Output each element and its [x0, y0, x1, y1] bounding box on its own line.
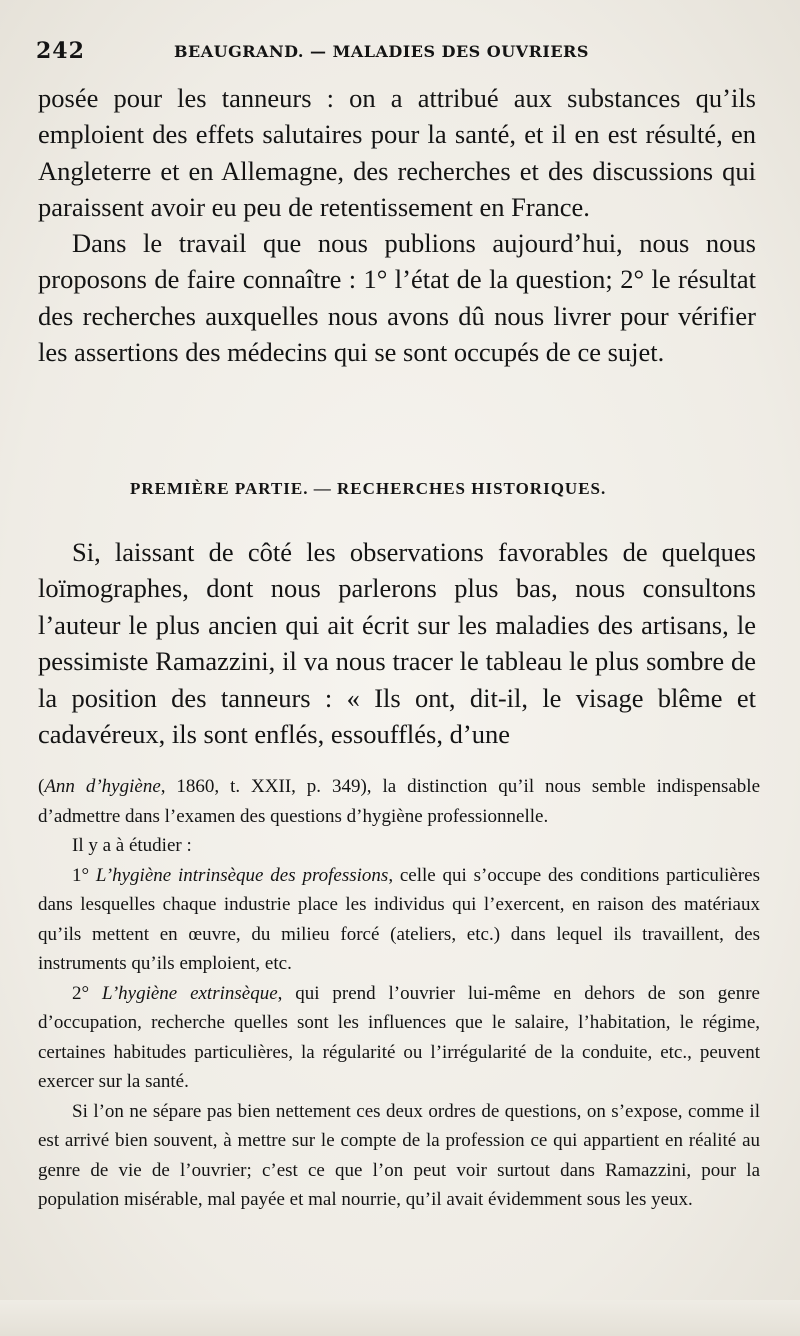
intro-paragraph-2: Dans le travail que nous publions aujourd’hui, nous nous proposons de faire connaître : 1° l’état de la question; 2° le résultat des recherches auxquelles nous avons dû nous livrer pour vérifier les assertions des médecins qui se sont occupés de ce sujet.: [38, 228, 756, 368]
footnote-closing: Si l’on ne sépare pas bien nettement ces deux ordres de questions, on s’expose, comme il est arrivé bien souvent, à mettre sur le compte de la profession ce qui appartient en réalité au genre de vie de l’ouvrier; c’est ce que l’on peut voir surtout dans Ramazzini, pour la population misérable, mal payée et mal nourrie, qu’il avait évidemment sous les yeux.: [38, 1100, 760, 1210]
section-text: [38, 534, 756, 752]
item-1-text: , celle qui s’occupe des conditions particulières dans lesquelles chaque industrie place les individus qui l’exercent, en raison des matériaux qu’ils mettent en œuvre, du milieu forcé (ateliers, etc.) dans lequel ils travaillent, des instruments qu’ils emploient, etc.: [38, 864, 760, 974]
intro-paragraph-1: posée pour les tanneurs : on a attribué aux substances qu’ils emploient des effets salutaires pour la santé, et il en est résulté, en Angleterre et en Allemagne, des recherches et des discussions qui paraissent avoir eu peu de retentissement en France.: [38, 83, 756, 222]
footnote-item-intro: Il y a à étudier :: [72, 835, 192, 856]
footnote: [38, 772, 760, 1215]
intro-text: [38, 80, 756, 370]
footnote-journal: Ann d’hygiène: [44, 776, 161, 797]
section-paragraph: Si, laissant de côté les observations favorables de quelques loïmographes, dont nous parlerons plus bas, nous consultons l’auteur le plus ancien qui ait écrit sur les maladies des artisans, le pessimiste Ramazzini, il va nous tracer le tableau le plus sombre de la position des tanneurs : « Ils ont, dit-il, le visage blême et cadavéreux, ils sont enflés, essoufflés, d’une: [38, 537, 756, 750]
item-1-term: L’hygiène intrinsèque des professions: [95, 864, 389, 886]
item-2-term: L’hygiène extrinsèque: [101, 982, 278, 1004]
footnote-item-1: [38, 861, 760, 979]
footnote-reference: (Ann d’hygiène, 1860, t. XXII, p. 349), la distinction qu’il nous semble indispensable d’admettre dans l’examen des questions d’hygiène professionnelle.: [38, 776, 761, 827]
running-title: BEAUGRAND. — MALADIES DES OUVRIERS: [174, 42, 589, 61]
item-2-number: 2°: [72, 982, 102, 1004]
item-2-text: , qui prend l’ouvrier lui-même en dehors de son genre d’occupation, recherche quelles sont les influences que le salaire, l’habitation, le régime, certaines habitudes particulières, la régularité ou l’irrégularité de la conduite, etc., peuvent exercer sur la santé.: [38, 982, 760, 1092]
page-header: [36, 38, 766, 68]
section-heading: PREMIÈRE PARTIE. — RECHERCHES HISTORIQUES.: [130, 479, 607, 498]
page-number: 242: [36, 38, 85, 64]
item-1-number: 1°: [72, 864, 96, 886]
page-bottom-margin: [0, 1300, 800, 1336]
footnote-item-2: [38, 979, 760, 1097]
footnote-reference-text: , 1860, t. XXII, p. 349), la distinction qu’il nous semble indispensable d’admettre dans l’examen des questions d’hygiène professionnelle.: [38, 776, 761, 827]
